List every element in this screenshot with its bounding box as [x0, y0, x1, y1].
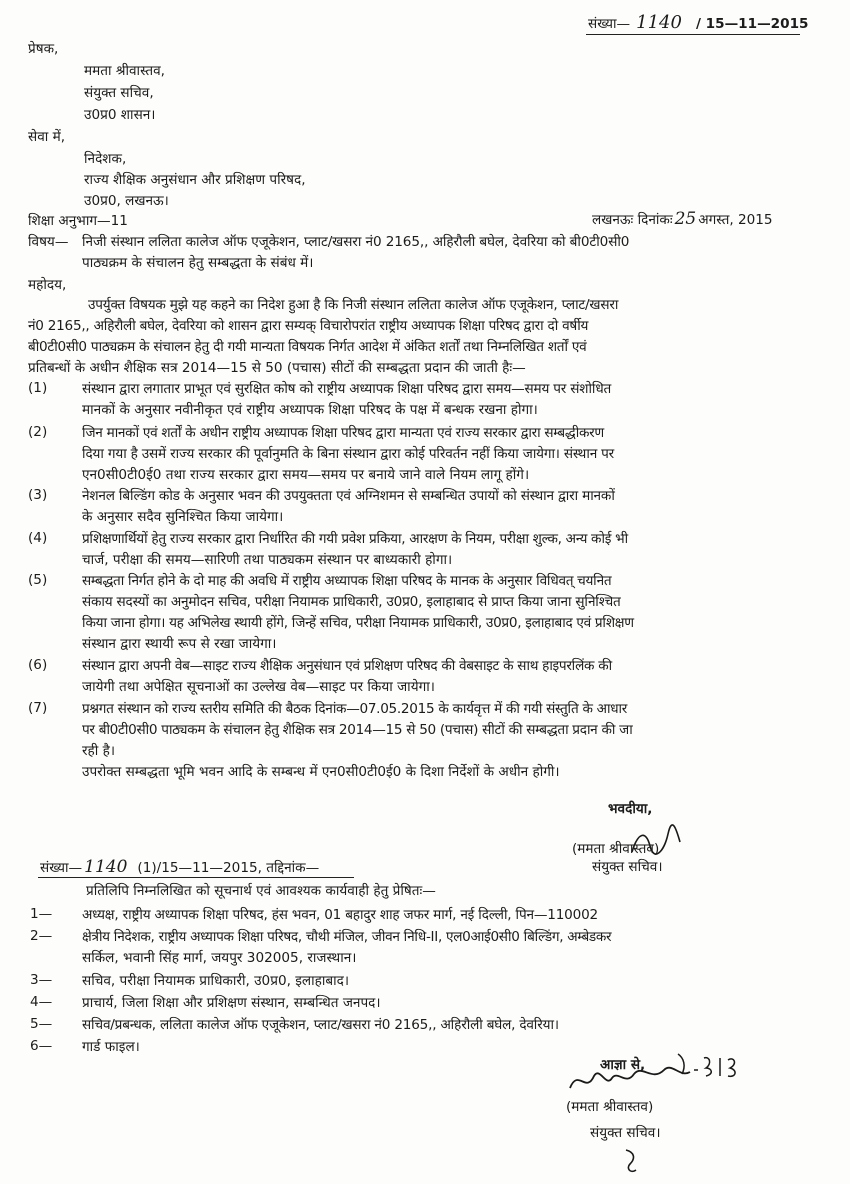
subject-label: विषय—	[28, 234, 69, 250]
copy-reference-underline	[38, 877, 354, 878]
intro-line-2: नं0 2165,, अहिरौली बघेल, देवरिया को शासन द्वारा सम्यक् विचारोपरांत राष्ट्रीय अध्यापक शिक्षा परिषद द्वारा दो वर्षीय	[28, 318, 589, 334]
sender-org: उ0प्र0 शासन।	[84, 107, 156, 123]
copy-item-3-line-1: सचिव, परीक्षा नियामक प्राधिकारी, उ0प्र0, इलाहाबाद।	[82, 973, 350, 989]
recipient-line1: निदेशक,	[84, 151, 127, 167]
condition-6-line-1: संस्थान द्वारा अपनी वेब—साइट राज्य शैक्षिक अनुसंधान एवं प्रशिक्षण परिषद की वेबसाइट के साथ हाइपरलिंक की	[82, 658, 612, 674]
condition-5-line-4: संस्थान द्वारा स्थायी रूप से रखा जायेगा।	[82, 636, 277, 652]
date-prefix: लखनऊः दिनांकः	[592, 212, 673, 228]
intro-line-1: उपर्युक्त विषयक मुझे यह कहने का निदेश हुआ है कि निजी संस्थान ललिता कालेज ऑफ एजूकेशन, प्लाट/खसरा	[88, 297, 619, 313]
condition-3-number: (3)	[28, 487, 48, 503]
ref-date: / 15—11—2015	[695, 16, 809, 32]
reference-underline	[586, 34, 800, 35]
signature2-closing: आज्ञा से,	[600, 1057, 646, 1073]
subject-line1: निजी संस्थान ललिता कालेज ऑफ एजूकेशन, प्लाट/खसरा नं0 2165,, अहिरौली बघेल, देवरिया को बी0टी0सी0	[82, 234, 630, 250]
signature-closing: भवदीया,	[608, 801, 653, 817]
signature2-name: (ममता श्रीवास्तव)	[566, 1099, 654, 1115]
condition-6-line-2: जायेगी तथा अपेक्षित सूचनाओं का उल्लेख वेब—साइट पर किया जायेगा।	[82, 679, 435, 695]
copy-item-4-line-1: प्राचार्य, जिला शिक्षा और प्रशिक्षण संस्थान, सम्बन्धित जनपद।	[82, 995, 381, 1011]
copy-item-1-number: 1—	[30, 906, 53, 922]
copy-ref-number-handwritten: 1140	[84, 857, 128, 877]
reference-number	[588, 14, 809, 33]
intro-line-4: प्रतिबन्धों के अधीन शैक्षिक सत्र 2014—15 से 50 (पचास) सीटों की सम्बद्धता प्रदान की जाती हैः—	[28, 360, 526, 376]
copy-reference	[40, 858, 319, 877]
recipient-line2: राज्य शैक्षिक अनुसंधान और प्रशिक्षण परिषद,	[84, 172, 306, 188]
condition-5-line-2: संकाय सदस्यों का अनुमोदन सचिव, परीक्षा नियामक प्राधिकारी, उ0प्र0, इलाहाबाद से प्राप्त किया जाना सुनिश्चित	[82, 594, 621, 610]
condition-1-line-1: संस्थान द्वारा लगातार प्राभूत एवं सुरक्षित कोष को राष्ट्रीय अध्यापक शिक्षा परिषद द्वारा समय—समय पर संशोधित	[82, 381, 612, 397]
copy-item-1-line-1: अध्यक्ष, राष्ट्रीय अध्यापक शिक्षा परिषद, हंस भवन, 01 बहादुर शाह जफर मार्ग, नई दिल्ली, पिन—110002	[82, 907, 598, 923]
initial-mark	[620, 1146, 644, 1176]
copy-item-5-number: 5—	[30, 1016, 53, 1032]
subject-line2: पाठ्यक्रम के संचालन हेतु सम्बद्धता के संबंध में।	[82, 255, 314, 271]
copy-item-5-line-1: सचिव/प्रबन्धक, ललिता कालेज ऑफ एजूकेशन, प्लाट/खसरा नं0 2165,, अहिरौली बघेल, देवरिया।	[82, 1017, 559, 1033]
copy-intro: प्रतिलिपि निम्नलिखित को सूचनार्थ एवं आवश्यक कार्यवाही हेतु प्रेषितः—	[86, 883, 436, 899]
condition-3-line-2: के अनुसार सदैव सुनिश्चित किया जायेगा।	[82, 509, 284, 525]
salutation: महोदय,	[28, 277, 67, 293]
copy-item-2-line-1: क्षेत्रीय निदेशक, राष्ट्रीय अध्यापक शिक्षा परिषद, चौथी मंजिल, जीवन निधि-II, एल0आई0सी0 बिल्डिंग, अम्बेडकर	[82, 929, 612, 945]
condition-4-line-2: चार्ज, परीक्षा की समय—सारिणी तथा पाठ्यकम संस्थान पर बाध्यकारी होगा।	[82, 552, 453, 568]
condition-2-number: (2)	[28, 424, 48, 440]
condition-7-line-2: पर बी0टी0सी0 पाठ्यकम के संचालन हेतु शैक्षिक सत्र 2014—15 से 50 (पचास) सीटों की सम्बद्धता प्रदान की जा	[82, 722, 633, 738]
signature2-designation: संयुक्त सचिव।	[590, 1125, 661, 1141]
condition-7-number: (7)	[28, 700, 48, 716]
ref-number-handwritten: 1140	[636, 12, 682, 33]
condition-5-line-3: किया जाना होगा। यह अभिलेख स्थायी होंगे, जिन्हें सचिव, परीक्षा नियामक प्राधिकारी, उ0प्र0, इलाहाबाद एवं प्रशिक्षण	[82, 615, 634, 631]
condition-1-line-2: मानकों के अनुसार नवीनीकृत एवं राष्ट्रीय अध्यापक शिक्षा परिषद के पक्ष में बन्धक रखना होगा।	[82, 402, 538, 418]
condition-1-number: (1)	[28, 380, 48, 396]
recipient-line3: उ0प्र0, लखनऊ।	[84, 193, 169, 209]
condition-7-line-4: उपरोक्त सम्बद्धता भूमि भवन आदि के सम्बन्ध में एन0सी0टी0ई0 के दिशा निर्देशों के अधीन होगी।	[82, 764, 560, 780]
intro-line-3: बी0टी0सी0 पाठ्यक्रम के संचालन हेतु दी गयी मान्यता विषयक निर्गत आदेश में अंकित शर्तों तथा निम्नलिखित शर्तों एवं	[28, 339, 587, 355]
recipient-label: सेवा में,	[28, 129, 66, 145]
copy-ref-rest: (1)/15—11—2015, तद्दिनांक—	[137, 860, 320, 876]
sender-name: ममता श्रीवास्तव,	[84, 63, 165, 79]
date-day-handwritten: 25	[674, 209, 697, 229]
copy-item-4-number: 4—	[30, 994, 53, 1010]
condition-2-line-2: दिया गया है उसमें राज्य सरकार की पूर्वानुमति के बिना संस्थान द्वारा कोई परिवर्तन नहीं किया जायेगा। संस्थान पर	[82, 446, 615, 462]
copy-ref-prefix: संख्या—	[40, 860, 83, 876]
copy-item-6-line-1: गार्ड फाइल।	[82, 1039, 140, 1055]
signature-name: (ममता श्रीवास्तव)	[572, 841, 660, 857]
date-suffix: अगस्त, 2015	[698, 212, 773, 228]
condition-7-line-3: रही है।	[82, 743, 115, 759]
condition-4-number: (4)	[28, 530, 48, 546]
sender-designation: संयुक्त सचिव,	[84, 85, 154, 101]
copy-item-2-line-2: सर्किल, भवानी सिंह मार्ग, जयपुर 302005, राजस्थान।	[82, 950, 357, 966]
date-line	[592, 210, 773, 229]
condition-6-number: (6)	[28, 657, 48, 673]
condition-5-line-1: सम्बद्धता निर्गत होने के दो माह की अवधि में राष्ट्रीय अध्यापक शिक्षा परिषद के मानक के अनुसार विधिवत् चयनित	[82, 573, 612, 589]
copy-item-3-number: 3—	[30, 972, 53, 988]
condition-2-line-3: एन0सी0टी0ई0 तथा राज्य सरकार द्वारा समय—समय पर बनाये जाने वाले नियम लागू होंगे।	[82, 467, 530, 483]
condition-2-line-1: जिन मानकों एवं शर्तों के अधीन राष्ट्रीय अध्यापक शिक्षा परिषद द्वारा मान्यता एवं राज्य सरकार द्वारा सम्बद्धीकरण	[82, 425, 604, 441]
copy-item-6-number: 6—	[30, 1038, 53, 1054]
signature-designation: संयुक्त सचिव।	[592, 859, 663, 875]
ref-prefix: संख्या—	[588, 16, 631, 32]
sender-label: प्रेषक,	[28, 41, 59, 57]
section-label: शिक्षा अनुभाग—11	[28, 213, 128, 229]
condition-4-line-1: प्रशिक्षणार्थियों हेतु राज्य सरकार द्वारा निर्धारित की गयी प्रवेश प्रकिया, आरक्षण के नियम, परीक्षा शुल्क, अन्य कोई भी	[82, 531, 628, 547]
condition-3-line-1: नेशनल बिल्डिंग कोड के अनुसार भवन की उपयुक्तता एवं अग्निशमन से सम्बन्धित उपायों को संस्थान द्वारा मानकों	[82, 488, 615, 504]
copy-item-2-number: 2—	[30, 928, 53, 944]
condition-7-line-1: प्रश्नगत संस्थान को राज्य स्तरीय समिति की बैठक दिनांक—07.05.2015 के कार्यवृत्त में की गयी संस्तुति के आधार	[82, 701, 628, 717]
condition-5-number: (5)	[28, 572, 48, 588]
